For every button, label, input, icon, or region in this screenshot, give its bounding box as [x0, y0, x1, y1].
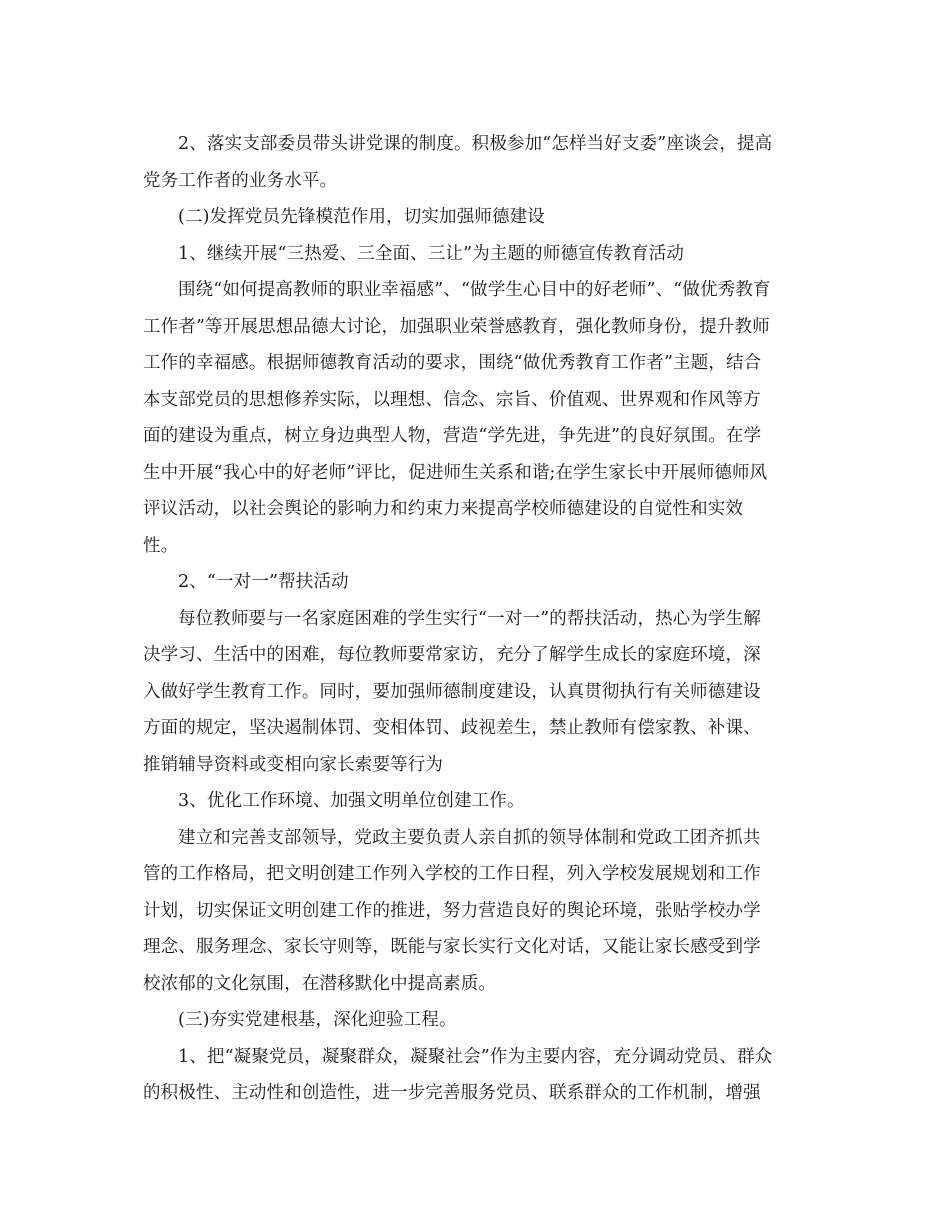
text-line: 党务工作者的业务水平。	[143, 170, 338, 191]
text-line: 本支部党员的思想修养实际，以理想、信念、宗旨、价值观、世界观和作风等方	[143, 389, 761, 410]
text-line: 方面的规定，坚决遏制体罚、变相体罚、歧视差生，禁止教师有偿家教、补课、	[143, 718, 761, 738]
text-line: 围绕“如何提高教师的职业幸福感”、“做学生心目中的好老师”、“做优秀教育	[178, 280, 771, 300]
text-line: 决学习、生活中的困难，每位教师要常家访，充分了解学生成长的家庭环境，深	[143, 645, 761, 665]
text-line: 工作者”等开展思想品德大讨论，加强职业荣誉感教育，强化教师身份，提升教师	[143, 316, 770, 337]
text-line: 2、落实支部委员带头讲党课的制度。积极参加“怎样当好支委”座谈会，提高	[178, 134, 773, 154]
text-line: 建立和完善支部领导，党政主要负责人亲自抓的领导体制和党政工团齐抓共	[178, 827, 761, 848]
paragraph-teacher-ethics	[143, 272, 803, 564]
text-line: 每位教师要与一名家庭困难的学生实行“一对一”的帮扶活动，热心为学生解	[178, 608, 761, 629]
paragraph-supervisor-lectures	[143, 126, 803, 199]
document-body	[143, 126, 803, 1112]
section-heading-2	[143, 199, 803, 236]
text-line: 评议活动，以社会舆论的影响力和约束力来提高学校师德建设的自觉性和实效	[143, 499, 744, 519]
paragraph-civilization-work	[143, 820, 803, 1003]
text-line: 2、“一对一”帮扶活动	[178, 572, 349, 592]
text-line: 理念、服务理念、家长守则等，既能与家长实行文化对话，又能让家长感受到学	[143, 937, 761, 957]
text-line: (二)发挥党员先锋模范作用，切实加强师德建设	[178, 207, 545, 227]
text-line: 1、把“凝聚党员，凝聚群众，凝聚社会”作为主要内容，充分调动党员、群众	[178, 1046, 773, 1067]
text-line: 推销辅导资料或变相向家长索要等行为	[143, 754, 444, 775]
text-line: 1、继续开展“三热爱、三全面、三让”为主题的师德宣传教育活动	[178, 243, 685, 264]
text-line: 性。	[143, 535, 179, 556]
text-line: 入做好学生教育工作。同时，要加强师德制度建设，认真贯彻执行有关师德建设	[143, 681, 761, 702]
text-line: 的积极性、主动性和创造性，进一步完善服务党员、联系群众的工作机制，增强	[143, 1083, 761, 1103]
text-line: 3、优化工作环境、加强文明单位创建工作。	[178, 791, 525, 811]
paragraph-cohesion	[143, 1039, 803, 1112]
text-line: (三)夯实党建根基，深化迎验工程。	[178, 1010, 457, 1030]
text-line: 工作的幸福感。根据师德教育活动的要求，围绕“做优秀教育工作者”主题，结合	[143, 353, 762, 373]
text-line: 面的建设为重点，树立身边典型人物，营造“学先进，争先进”的良好氛围。在学	[143, 426, 762, 446]
text-line: 生中开展“我心中的好老师”评比，促进师生关系和谐;在学生家长中开展师德师风	[143, 462, 768, 483]
item-heading-one-on-one	[143, 564, 803, 601]
paragraph-one-on-one-support	[143, 601, 803, 784]
text-line: 管的工作格局，把文明创建工作列入学校的工作日程，列入学校发展规划和工作	[143, 864, 761, 884]
item-heading-three-themes	[143, 236, 803, 273]
text-line: 校浓郁的文化氛围，在潜移默化中提高素质。	[143, 973, 496, 994]
section-heading-3	[143, 1002, 803, 1039]
item-heading-environment	[143, 783, 803, 820]
text-line: 计划，切实保证文明创建工作的推进，努力营造良好的舆论环境，张贴学校办学	[143, 900, 761, 921]
